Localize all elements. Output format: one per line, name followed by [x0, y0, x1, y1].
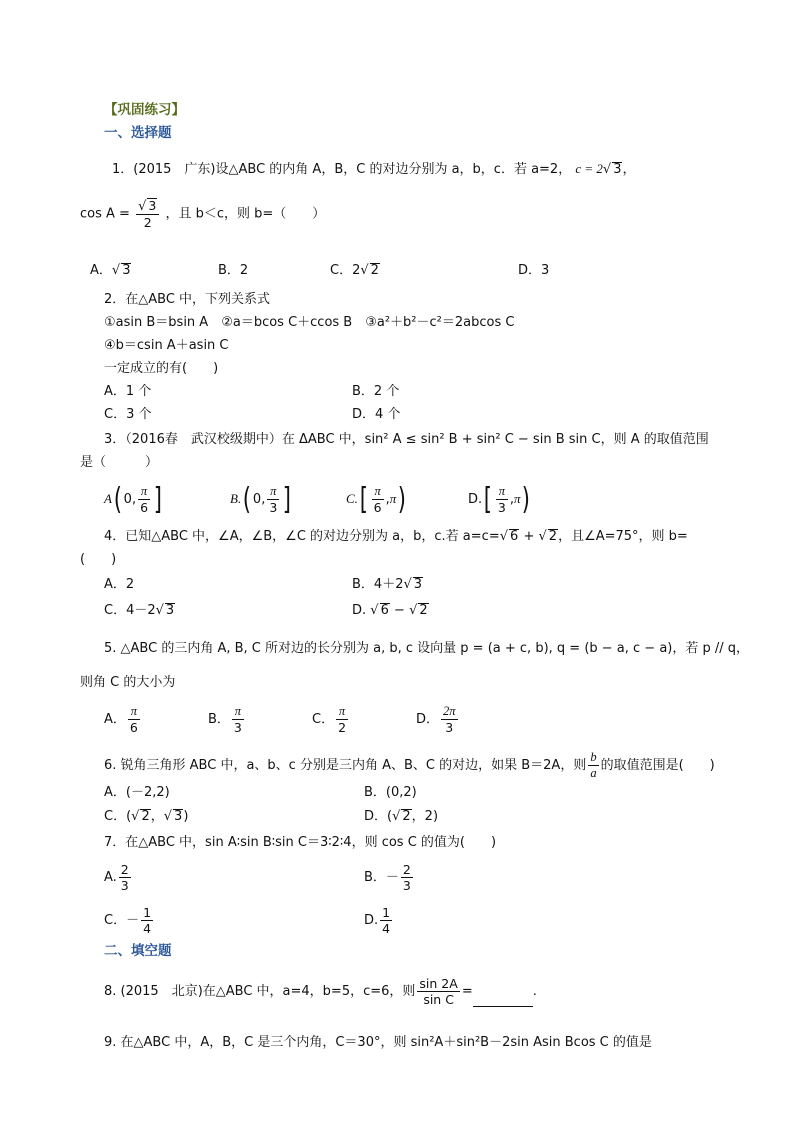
q7-option-a: A. $\frac{2}{3}$: [104, 862, 129, 893]
practice-heading: 【巩固练习】: [104, 102, 185, 118]
q6-option-a: A．(－2,2): [104, 785, 170, 800]
q3-option-d: D.[ $\frac{\pi}{3}$ ,π): [468, 481, 531, 517]
q4-option-a: A．2: [104, 577, 135, 592]
q5-option-d: D． $\frac{2\pi}{3}$: [416, 704, 456, 735]
q7-option-c: C．－ $\frac{1}{4}$: [104, 905, 152, 936]
q1-cos-line: cos A = $\frac{√ 3}{2}$ ，且 b＜c，则 b=（ ）: [80, 198, 326, 230]
q8-answer-blank[interactable]: [473, 992, 533, 1007]
q6-option-b: B．(0,2): [364, 785, 417, 800]
q2-option-a: A．1 个: [104, 384, 152, 399]
q6-option-c: C．(√ 2，√ 3): [104, 809, 189, 824]
q3-stem-2: 是（ ）: [80, 455, 159, 470]
q2-stem: 2．在△ABC 中，下列关系式: [104, 292, 271, 307]
q3-option-c: C.[ $\frac{\pi}{6}$ ,π): [346, 481, 407, 517]
q5-option-b: B． $\frac{\pi}{3}$: [208, 704, 242, 735]
q6-option-d: D．(√ 2，2): [364, 809, 439, 824]
q5-stem-2: 则角 C 的大小为: [80, 675, 176, 690]
q5-option-c: C． $\frac{\pi}{2}$: [312, 704, 347, 735]
q1-option-d: D．3: [518, 263, 550, 278]
q1-option-a: A．√ 3: [90, 263, 131, 278]
q5-stem: 5. △ABC 的三内角 A, B, C 所对边的长分别为 a, b, c 设向量 p = (a + c, b), q = (b − a, c − a)，若 p // q，: [104, 641, 750, 656]
q2-option-b: B．2 个: [352, 384, 400, 399]
q4-stem: 4．已知△ABC 中，∠A，∠B，∠C 的对边分别为 a，b，c.若 a=c=√ 6 + √ 2，且∠A=75°，则 b=: [104, 529, 688, 544]
q2-relations-1: ①asin B＝bsin A ②a＝bcos C＋ccos B ③a²＋b²－c²＝2abcos C: [104, 315, 515, 330]
q3-option-a: A( 0, $\frac{\pi}{6}$ ]: [104, 481, 162, 517]
q2-ask: 一定成立的有( ): [104, 361, 219, 376]
q1-option-c: C．2√ 2: [330, 263, 379, 278]
q4-paren: ( ): [80, 552, 117, 567]
q4-option-c: C．4－2√ 3: [104, 603, 175, 618]
q1-stem: 1．(2015 广东)设△ABC 的内角 A，B，C 的对边分别为 a，b，c．若 a=2， c = 2√ 3，: [112, 161, 636, 177]
q3-stem: 3．（2016春 武汉校级期中）在 ΔABC 中，sin² A ≤ sin² B + sin² C − sin B sin C，则 A 的取值范围: [104, 432, 709, 447]
q2-option-c: C．3 个: [104, 407, 152, 422]
choice-section-heading: 一、选择题: [104, 125, 172, 141]
q6-stem: 6. 锐角三角形 ABC 中，a、b、c 分别是三内角 A、B、C 的对边，如果 B＝2A，则 $\frac{b}{a}$ 的取值范围是( ): [104, 750, 715, 780]
q2-option-d: D．4 个: [352, 407, 401, 422]
q1-option-b: B．2: [218, 263, 249, 278]
q2-relations-2: ④b＝csin A＋asin C: [104, 338, 229, 353]
q9-stem: 9. 在△ABC 中，A，B，C 是三个内角，C＝30°，则 sin²A＋sin²B－2sin Asin Bcos C 的值是: [104, 1035, 652, 1050]
q4-option-b: B．4＋2√ 3: [352, 577, 423, 592]
q5-option-a: A． $\frac{\pi}{6}$: [104, 704, 138, 735]
q1-cos-fraction: $\frac{√ 3}{2}$: [136, 198, 159, 230]
q3-option-b: B.( 0, $\frac{\pi}{3}$ ]: [230, 481, 292, 517]
q8-stem: 8. (2015 北京)在△ABC 中，a=4，b=5，c=6，则 $\frac{\sin 2A}{\text{sin C}}$ = .: [104, 976, 537, 1007]
q4-option-d: D. √ 6 − √ 2: [352, 603, 428, 618]
q7-option-b: B．－ $\frac{2}{3}$: [364, 862, 411, 893]
q7-stem: 7．在△ABC 中，sin A∶sin B∶sin C＝3∶2∶4，则 cos C 的值为( ): [104, 835, 497, 850]
q7-option-d: D. $\frac{1}{4}$: [364, 905, 391, 936]
fill-section-heading: 二、填空题: [104, 943, 172, 959]
